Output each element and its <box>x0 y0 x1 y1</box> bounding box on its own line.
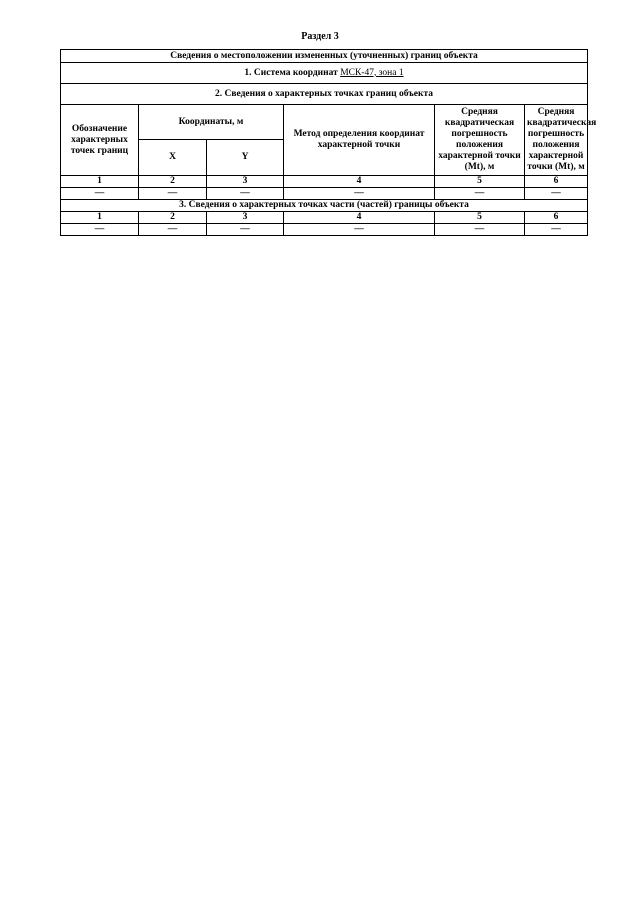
column-number: 5 <box>435 176 525 188</box>
table-cell: — <box>207 188 284 200</box>
column-number: 4 <box>284 212 435 224</box>
coordinate-system-value[interactable]: МСК-47, зона 1 <box>340 67 404 78</box>
header-coordinates: Координаты, м <box>139 105 284 140</box>
header-error-5: Средняя квадратическая погрешность положения характерной точки (Mt), м <box>435 105 525 176</box>
header-row-1 <box>61 105 588 140</box>
table-row <box>61 224 588 236</box>
table-cell: — <box>139 188 207 200</box>
column-number: 3 <box>207 212 284 224</box>
section-title: Раздел 3 <box>301 31 339 42</box>
table-cell: — <box>284 224 435 236</box>
table-cell: — <box>139 224 207 236</box>
column-number: 3 <box>207 176 284 188</box>
header-y: Y <box>207 140 284 176</box>
column-number: 1 <box>61 176 139 188</box>
table-title-row <box>61 50 588 63</box>
header-method: Метод определения координат характерной точки <box>284 105 435 176</box>
coordinate-system-label: 1. Система координат <box>244 67 338 78</box>
coordinate-system-cell <box>61 63 588 84</box>
table-title: Сведения о местоположении измененных (уточненных) границ объекта <box>61 50 588 63</box>
table-cell: — <box>435 224 525 236</box>
section3-title-row <box>61 200 588 212</box>
table-cell: — <box>207 224 284 236</box>
column-number: 2 <box>139 176 207 188</box>
table-cell: — <box>61 224 139 236</box>
column-number: 6 <box>525 212 588 224</box>
header-point-designation: Обозначение характерных точек границ <box>61 105 139 176</box>
table-cell: — <box>284 188 435 200</box>
coordinate-system-row <box>61 63 588 84</box>
header-error-6: Средняя квадратическая погрешность положения характерной точки (Mt), м <box>525 105 588 176</box>
section3-title: 3. Сведения о характерных точках части (частей) границы объекта <box>61 200 588 212</box>
column-numbers-row <box>61 176 588 188</box>
table-cell: — <box>61 188 139 200</box>
section2-title-row <box>61 84 588 105</box>
column-number: 5 <box>435 212 525 224</box>
section2-title: 2. Сведения о характерных точках границ объекта <box>61 84 588 105</box>
table-cell: — <box>525 188 588 200</box>
table-cell: — <box>435 188 525 200</box>
column-number: 6 <box>525 176 588 188</box>
column-number: 2 <box>139 212 207 224</box>
header-x: X <box>139 140 207 176</box>
column-number: 1 <box>61 212 139 224</box>
boundary-table <box>60 49 597 236</box>
table-row <box>61 188 588 200</box>
column-number: 4 <box>284 176 435 188</box>
table-cell: — <box>525 224 588 236</box>
section3-column-numbers-row <box>61 212 588 224</box>
